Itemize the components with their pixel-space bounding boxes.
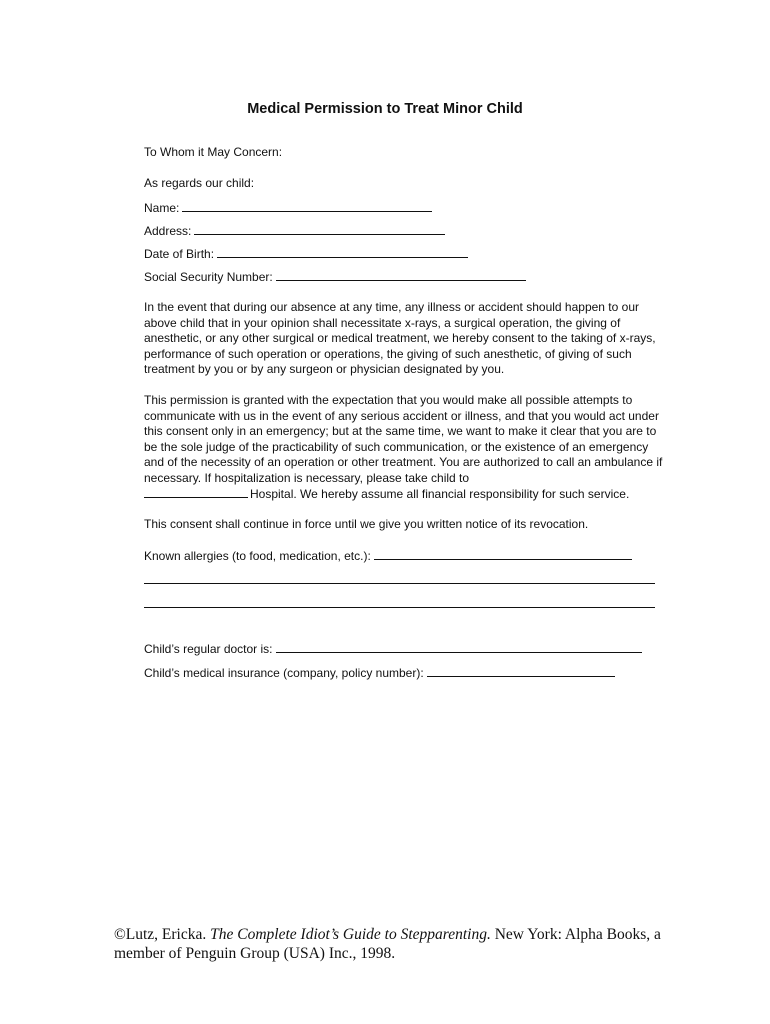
paragraph-permission-main: This permission is granted with the expectation that you would make all possible attempts to communicate with us in the event of any serious accident or illness, and that you would act under this consent only in an emergency; but at the same time, we want to make it clear that you are to be the sole judge of the practicability of such communication, or the existence of an emergency and of the necessity of an operation or other treatment. You are authorized to call an ambulance if necessary. If hospitalization is necessary, please take child to bbox=[144, 393, 663, 485]
address-blank[interactable] bbox=[194, 223, 445, 235]
allergies-blank[interactable] bbox=[374, 548, 632, 560]
citation-book-title: The Complete Idiot’s Guide to Stepparenting. bbox=[210, 926, 491, 943]
paragraph-permission-tail: Hospital. We hereby assume all financial responsibility for such service. bbox=[250, 487, 630, 501]
insurance-label: Child’s medical insurance (company, policy number): bbox=[144, 666, 424, 680]
dob-blank[interactable] bbox=[217, 246, 468, 258]
insurance-field bbox=[144, 665, 615, 681]
dob-label: Date of Birth: bbox=[144, 247, 215, 261]
name-field bbox=[144, 200, 432, 216]
citation-suffix: New York: Alpha Books, a member of Penguin Group (USA) Inc., 1998. bbox=[114, 926, 661, 962]
ssn-blank[interactable] bbox=[276, 269, 526, 281]
salutation: To Whom it May Concern: bbox=[144, 145, 283, 159]
ssn-field bbox=[144, 269, 526, 285]
address-field bbox=[144, 223, 445, 239]
regards-line: As regards our child: bbox=[144, 176, 255, 190]
doctor-blank[interactable] bbox=[276, 641, 642, 653]
hospital-blank[interactable] bbox=[144, 486, 248, 498]
paragraph-consent-text: In the event that during our absence at any time, any illness or accident should happen to our above child that in your opinion shall necessitate x-rays, a surgical operation, the giving of anesthetic, or any other surgical or medical treatment, we hereby consent to the taking of x-rays, performance of such operation or operations, the giving of such anesthetic, of giving of such treatment by you or by any surgeon or physician designated by you. bbox=[144, 300, 656, 376]
allergies-label: Known allergies (to food, medication, etc.): bbox=[144, 549, 371, 563]
document-title: Medical Permission to Treat Minor Child bbox=[247, 101, 523, 117]
allergies-blank-line-2[interactable] bbox=[144, 583, 655, 584]
citation-prefix: ©Lutz, Ericka. bbox=[114, 926, 211, 943]
name-blank[interactable] bbox=[182, 200, 432, 212]
doctor-field bbox=[144, 641, 642, 657]
ssn-label: Social Security Number: bbox=[144, 270, 273, 284]
allergies-field bbox=[144, 548, 632, 564]
name-label: Name: bbox=[144, 201, 180, 215]
paragraph-permission bbox=[144, 393, 664, 503]
allergies-blank-line-3[interactable] bbox=[144, 607, 655, 608]
dob-field bbox=[144, 246, 468, 262]
insurance-blank[interactable] bbox=[427, 665, 615, 677]
citation bbox=[114, 925, 674, 963]
doctor-label: Child’s regular doctor is: bbox=[144, 642, 273, 656]
paragraph-permission-text bbox=[144, 393, 664, 503]
paragraph-consent bbox=[144, 300, 664, 378]
address-label: Address: bbox=[144, 224, 192, 238]
paragraph-revocation: This consent shall continue in force until we give you written notice of its revocation. bbox=[144, 517, 589, 531]
